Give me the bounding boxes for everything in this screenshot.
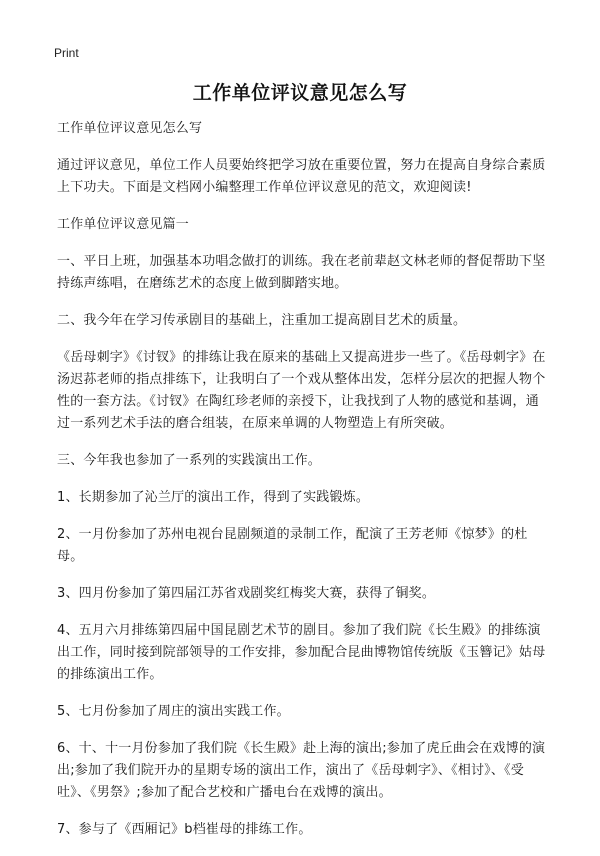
paragraph-item: 7、参与了《西厢记》b档崔母的排练工作。 <box>57 822 312 837</box>
print-link[interactable]: Print <box>54 46 79 60</box>
paragraph-item: 5、七月份参加了周庄的演出实践工作。 <box>57 704 290 719</box>
paragraph-item: 三、今年我也参加了一系列的实践演出工作。 <box>57 453 322 468</box>
paragraph-section-heading: 工作单位评议意见篇一 <box>57 217 190 232</box>
paragraph-item: 3、四月份参加了第四届江苏省戏剧奖红梅奖大赛，获得了铜奖。 <box>57 586 436 601</box>
page-title: 工作单位评议意见怎么写 <box>192 82 408 104</box>
paragraph-item: 4、五月六月排练第四届中国昆剧艺术节的剧目。参加了我们院《长生殿》的排练演出工作，同时接到院部领导的工作安排，参加配合昆曲博物馆传统版《玉簪记》姑母的排练演出工作。 <box>57 623 546 682</box>
paragraph-item: 二、我今年在学习传承剧目的基础上，注重加工提高剧目艺术的质量。 <box>57 313 467 328</box>
article-body <box>57 118 549 856</box>
paragraph-item: 6、十、十一月份参加了我们院《长生殿》赴上海的演出;参加了虎丘曲会在戏博的演出;参加了我们院开办的星期专场的演出工作，演出了《岳母刺字》、《相讨》、《受吐》、《男祭》;参加了配合艺校和广播电台在戏博的演出。 <box>57 741 546 800</box>
paragraph-item: 2、一月份参加了苏州电视台昆剧频道的录制工作，配演了王芳老师《惊梦》的杜母。 <box>57 527 528 564</box>
paragraph-intro: 通过评议意见，单位工作人员要始终把学习放在重要位置，努力在提高自身综合素质上下功夫。下面是文档网小编整理工作单位评议意见的范文，欢迎阅读! <box>57 158 546 195</box>
paragraph-item: 1、长期参加了沁兰厅的演出工作，得到了实践锻炼。 <box>57 490 370 505</box>
paragraph-item: 一、平日上班，加强基本功唱念做打的训练。我在老前辈赵文林老师的督促帮助下坚持练声练唱，在磨练艺术的态度上做到脚踏实地。 <box>57 254 546 291</box>
paragraph-item: 《岳母刺字》《讨钗》的排练让我在原来的基础上又提高进步一些了。《岳母刺字》在汤迟荪老师的指点排练下，让我明白了一个戏从整体出发，怎样分层次的把握人物个性的一套方法。《讨钗》在陶红珍老师的亲授下，让我找到了人物的感觉和基调，通过一系列艺术手法的磨合组装，在原来单调的人物塑造上有所突破。 <box>57 350 546 431</box>
paragraph-subtitle: 工作单位评议意见怎么写 <box>57 121 203 136</box>
